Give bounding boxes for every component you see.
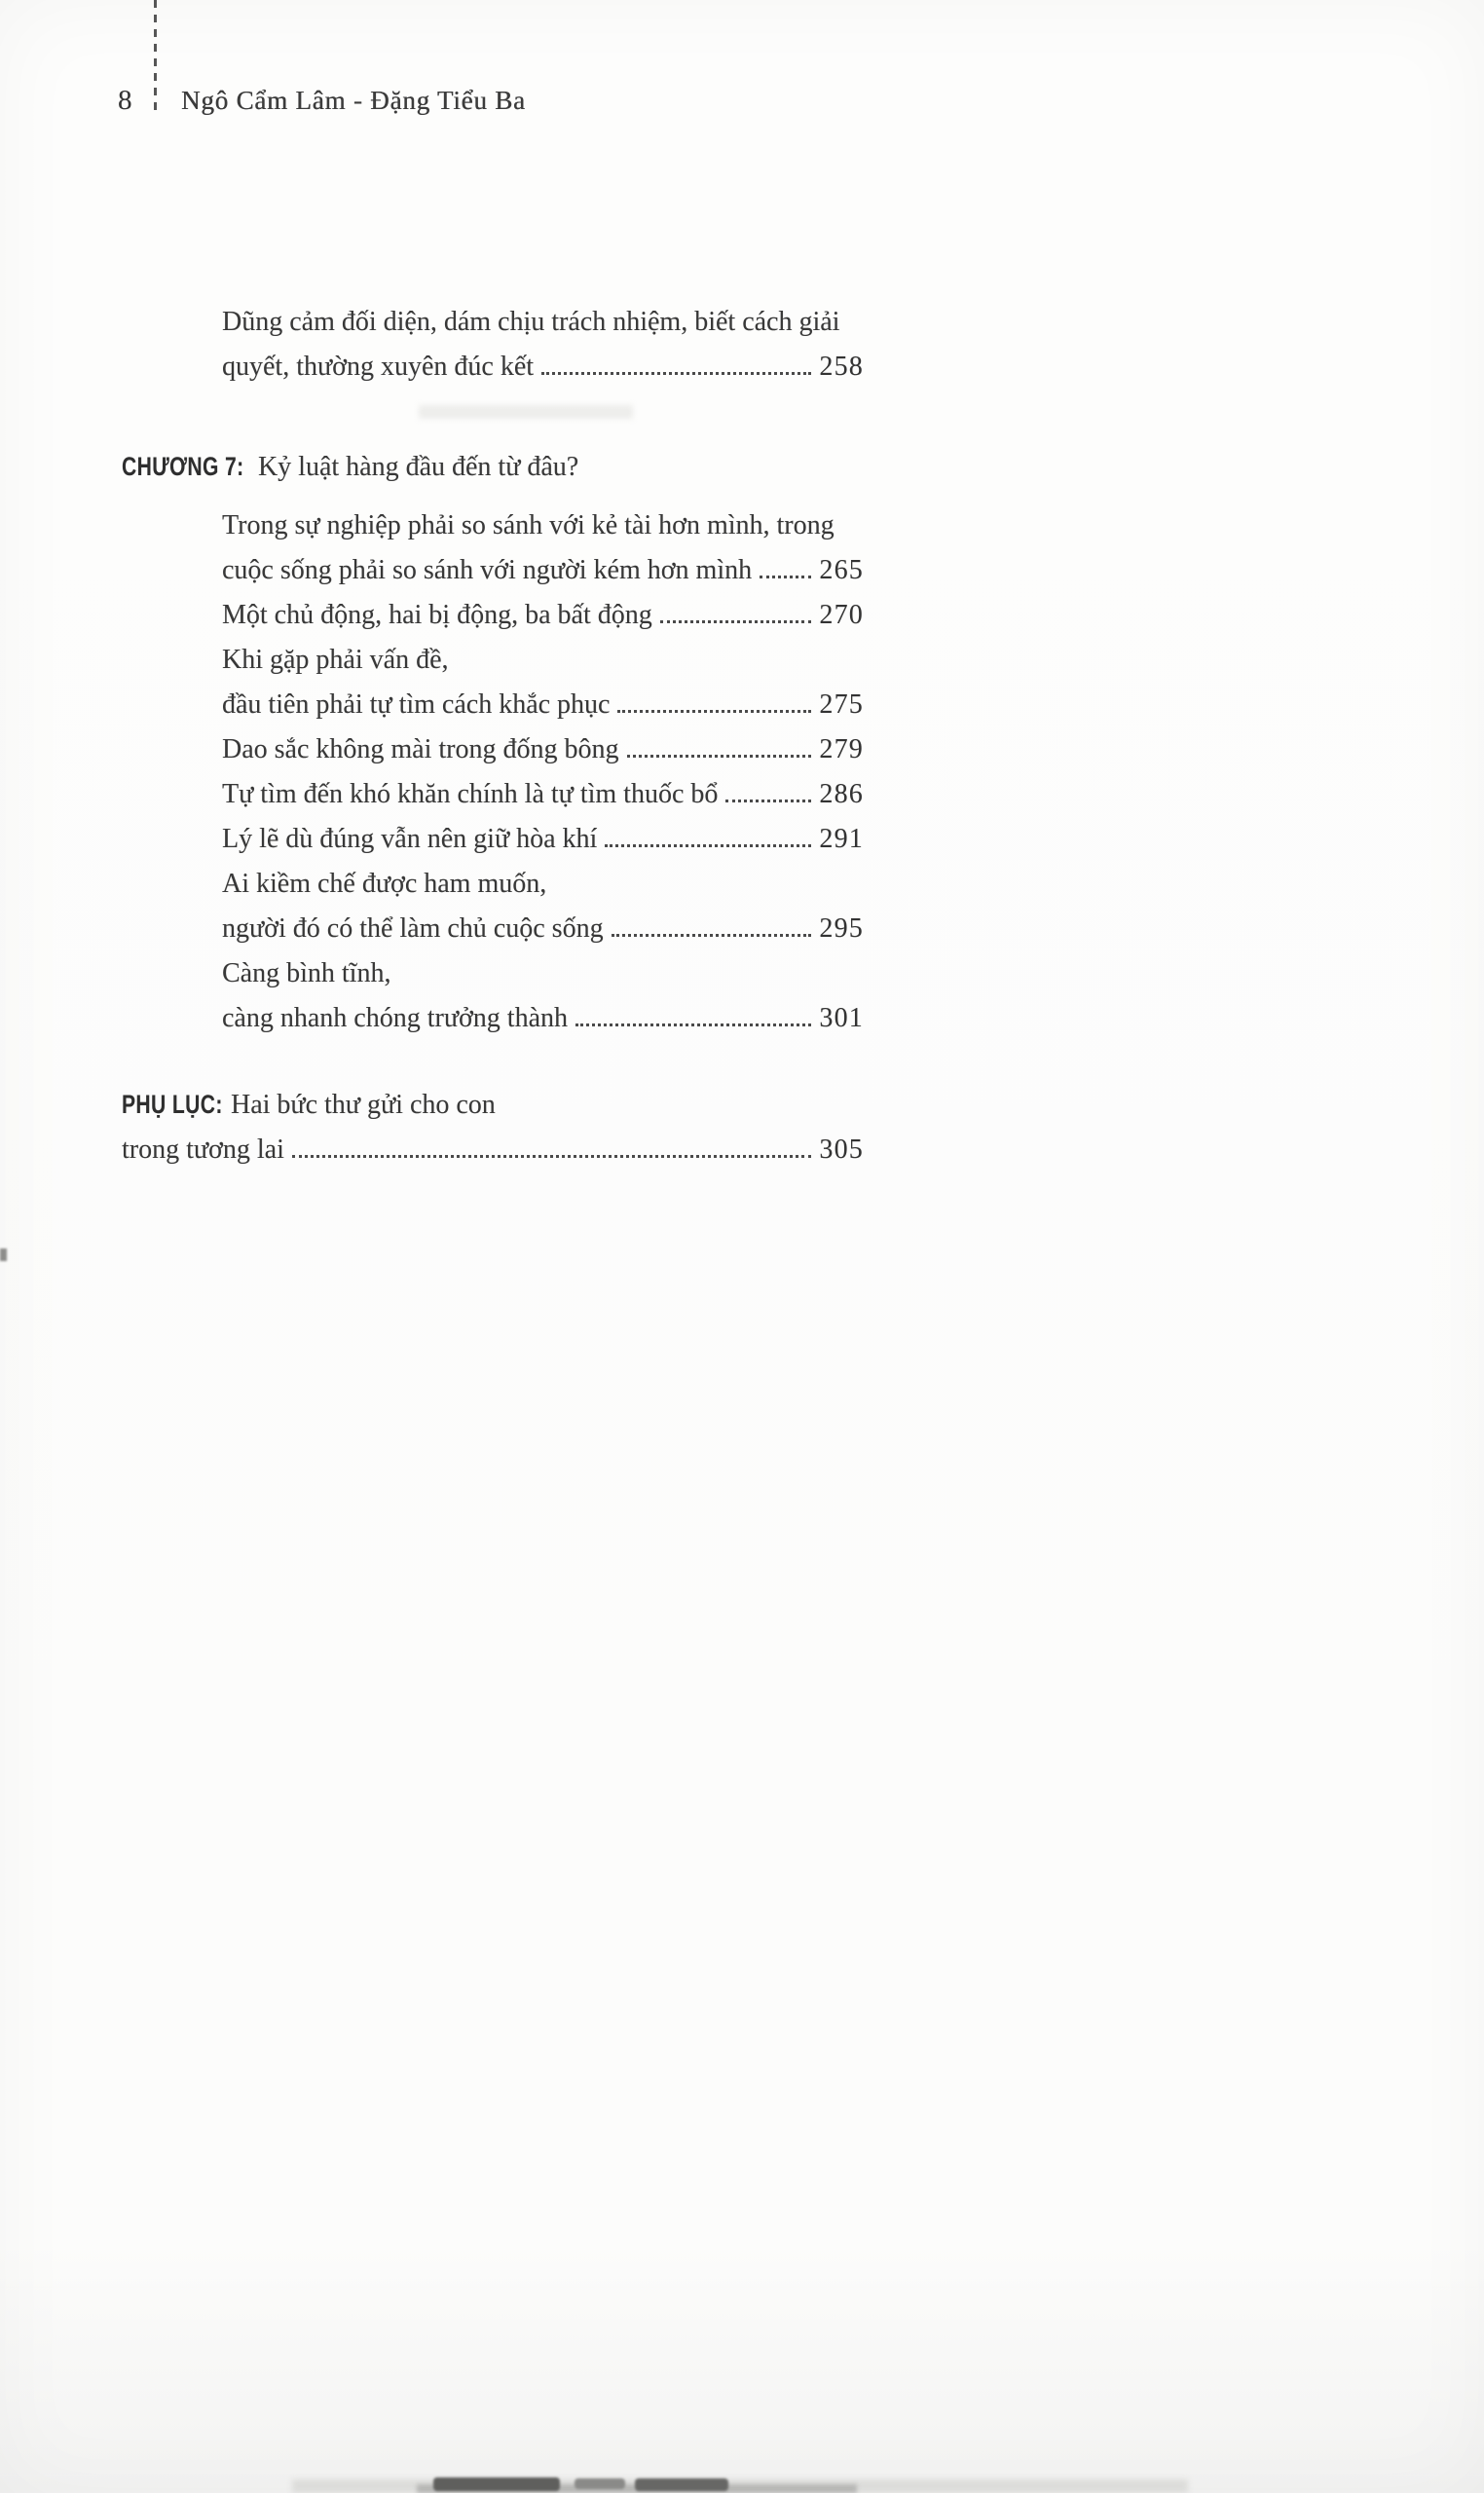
dot-leader (617, 710, 811, 713)
chapter-label: CHƯƠNG 7: (122, 452, 244, 481)
toc-entry-page: 295 (819, 913, 864, 944)
appendix-label: PHỤ LỤC: (122, 1090, 223, 1119)
toc-entry-text: người đó có thể làm chủ cuộc sống (222, 913, 604, 944)
toc-entry-text: Tự tìm đến khó khăn chính là tự tìm thuốc bổ (222, 779, 719, 809)
dot-leader (627, 755, 812, 758)
toc-entry (222, 817, 864, 862)
toc-entry-page: 291 (819, 824, 864, 854)
toc-entry-page: 301 (819, 1003, 864, 1033)
toc-entry-text: càng nhanh chóng trưởng thành (222, 1003, 569, 1033)
toc-entry-line (222, 772, 864, 817)
chapter-entry-list (222, 503, 864, 1041)
dot-leader (612, 934, 812, 937)
toc-entry (222, 772, 864, 817)
chapter-heading (122, 444, 864, 490)
toc-entry (222, 862, 864, 951)
toc-entry-page: 265 (819, 555, 864, 585)
scan-artifact (292, 2479, 1188, 2493)
toc-entry (222, 593, 864, 638)
toc-entry-text: đầu tiên phải tự tìm cách khắc phục (222, 689, 611, 720)
scan-artifact (635, 2478, 728, 2491)
toc-entry-line (122, 1128, 864, 1172)
toc-entry-line (222, 817, 864, 862)
scan-artifact (433, 2477, 560, 2491)
appendix-heading (122, 1082, 864, 1128)
dot-leader (660, 620, 812, 623)
dot-leader (575, 1023, 811, 1026)
dot-leader (541, 372, 811, 375)
toc-entry-text: Ai kiềm chế được ham muốn, (222, 869, 547, 899)
toc-entry-page: 275 (819, 689, 864, 720)
toc-entry-page: 270 (819, 600, 864, 630)
table-of-contents (122, 300, 864, 1172)
header-dashed-divider (154, 0, 157, 115)
toc-entry-line (222, 996, 864, 1041)
chapter-title: Kỷ luật hàng đầu đến từ đâu? (250, 452, 579, 482)
running-title: Ngô Cẩm Lâm - Đặng Tiểu Ba (181, 86, 526, 115)
toc-entry-text: Một chủ động, hai bị động, ba bất động (222, 600, 652, 630)
toc-entry-page: 258 (819, 352, 864, 382)
toc-entry-text: Dao sắc không mài trong đống bông (222, 734, 619, 764)
toc-entry-text: Dũng cảm đối diện, dám chịu trách nhiệm, biết cách giải (222, 307, 840, 337)
toc-entry-line (222, 727, 864, 772)
toc-entry-text: Càng bình tĩnh, (222, 958, 391, 988)
toc-entry-page: 305 (819, 1135, 864, 1165)
toc-entry-page: 279 (819, 734, 864, 764)
dot-leader (725, 800, 811, 802)
toc-entry-page: 286 (819, 779, 864, 809)
toc-entry-line (222, 548, 864, 593)
dot-leader (760, 576, 811, 578)
toc-entry (222, 638, 864, 727)
toc-entry-line (222, 593, 864, 638)
toc-entry-line (222, 907, 864, 951)
toc-entry (222, 727, 864, 772)
toc-entry-text: quyết, thường xuyên đúc kết (222, 352, 535, 382)
scan-artifact (575, 2478, 625, 2489)
toc-entry-line (222, 345, 864, 390)
toc-entry (222, 951, 864, 1041)
scan-artifact (417, 2484, 857, 2493)
toc-entry-text: cuộc sống phải so sánh với người kém hơn mình (222, 555, 753, 585)
toc-entry-text: Khi gặp phải vấn đề, (222, 645, 449, 675)
dot-leader (292, 1155, 812, 1158)
toc-entry-text: Lý lẽ dù đúng vẫn nên giữ hòa khí (222, 824, 598, 854)
toc-entry (222, 300, 864, 390)
appendix-entry (122, 1082, 864, 1172)
page-number: 8 (118, 85, 132, 116)
toc-entry (222, 503, 864, 593)
dot-leader (605, 844, 811, 847)
scan-artifact (0, 1248, 7, 1261)
toc-entry-text: Trong sự nghiệp phải so sánh với kẻ tài hơn mình, trong (222, 510, 835, 540)
toc-entry-text: trong tương lai (122, 1135, 284, 1165)
appendix-title: Hai bức thư gửi cho con (224, 1090, 496, 1120)
toc-entry-line (222, 683, 864, 727)
